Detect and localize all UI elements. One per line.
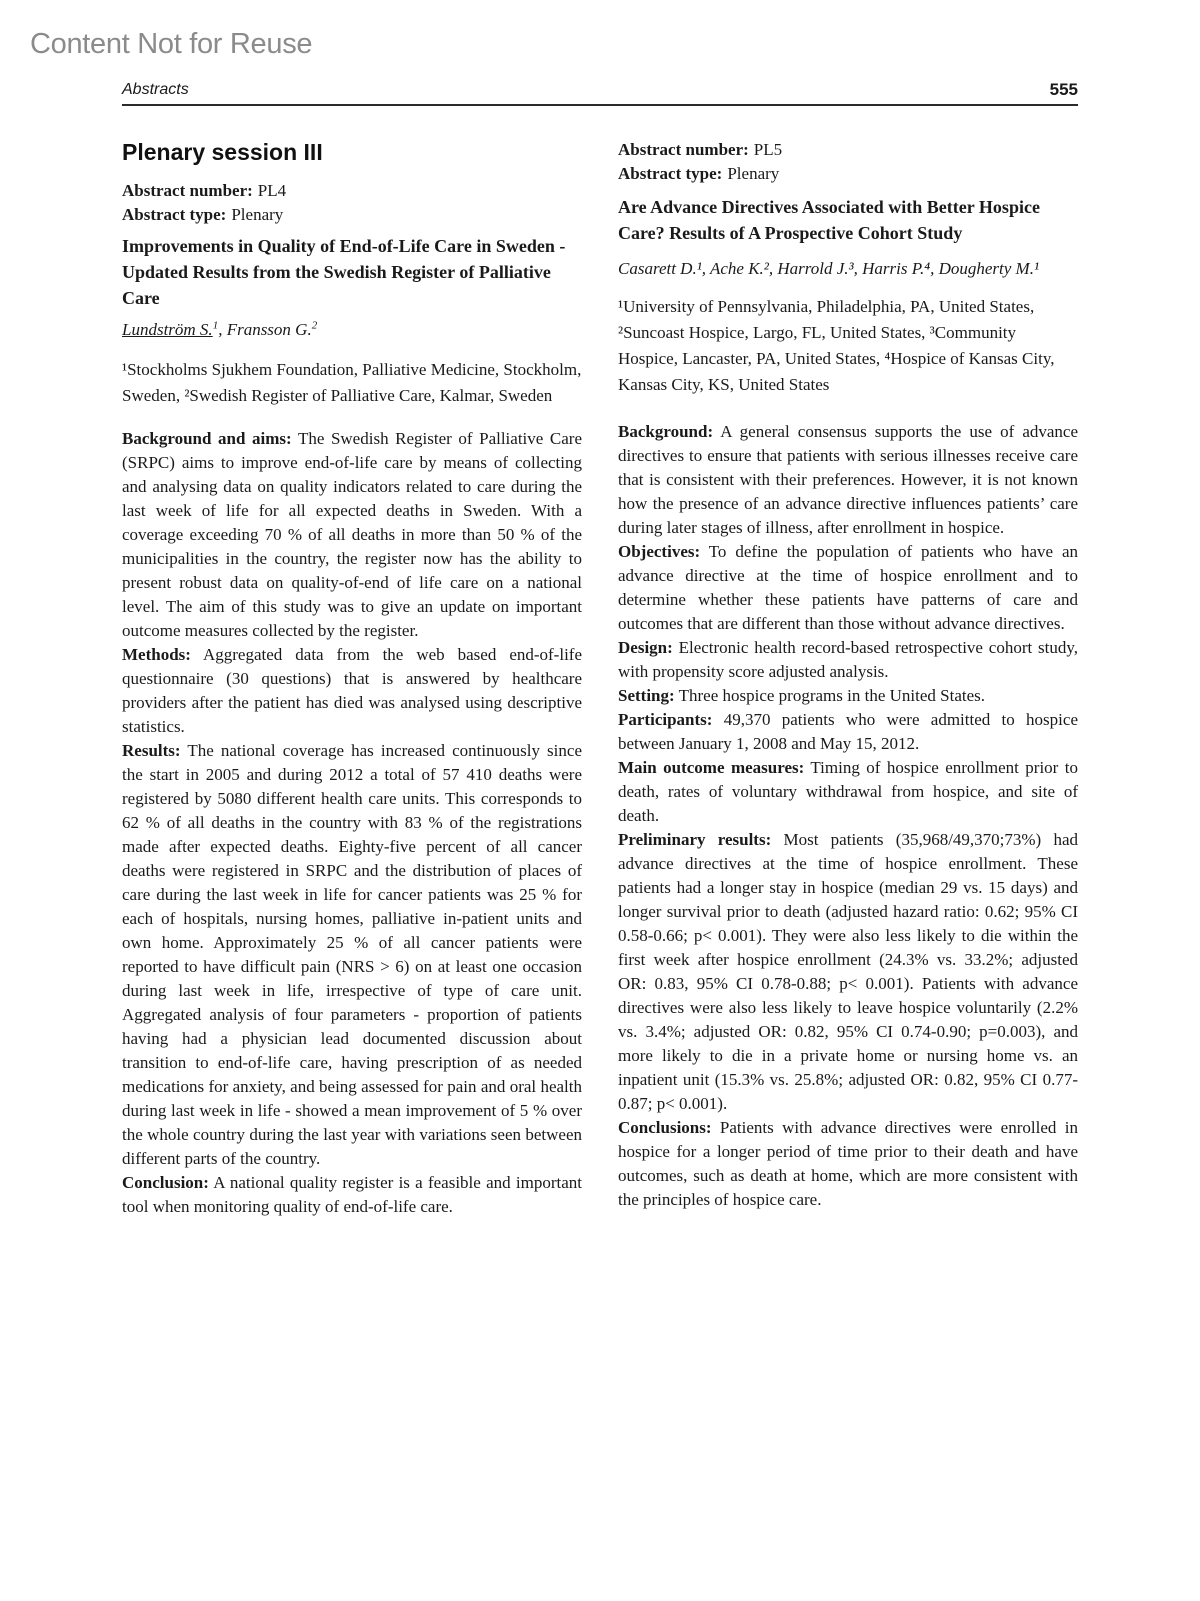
- section-label: Main outcome measures:: [618, 758, 805, 777]
- meta-value: Plenary: [231, 205, 284, 224]
- section-label: Setting:: [618, 686, 675, 705]
- section-label: Results:: [122, 741, 181, 760]
- meta-value: Plenary: [727, 164, 780, 183]
- abstract-type-line: [122, 203, 582, 227]
- section-label: Objectives:: [618, 542, 701, 561]
- section-label: Conclusion:: [122, 1173, 209, 1192]
- meta-label: Abstract number:: [618, 140, 749, 159]
- abstract-section: Methods: Aggregated data from the web based end-of-life questionnaire (30 questions) that is answered by healthcare providers after the patient has died was analysed using descriptive statistics.: [122, 645, 582, 736]
- session-title: Plenary session III: [122, 139, 323, 165]
- abstract-section: Background: A general consensus supports the use of advance directives to ensure that patients with serious illnesses receive care that is consistent with their preferences. However, it is not known how the presence of an advance directive influences patients’ care during later stages of illness, after enrollment in hospice.: [618, 422, 1078, 537]
- two-column-layout: [122, 138, 1078, 1219]
- section-label: Conclusions:: [618, 1118, 712, 1137]
- author-line: Casarett D.¹, Ache K.², Harrold J.³, Harris P.⁴, Dougherty M.¹: [618, 259, 1040, 278]
- abstract-section: Participants: 49,370 patients who were admitted to hospice between January 1, 2008 and May 15, 2012.: [618, 710, 1078, 753]
- section-label: Methods:: [122, 645, 191, 664]
- meta-label: Abstract number:: [122, 181, 253, 200]
- abstract-pl5: [618, 138, 1078, 1219]
- page-content: [122, 80, 1078, 1219]
- abstract-section: Background and aims: The Swedish Register of Palliative Care (SRPC) aims to improve end-of-life care by means of collecting and analysing data on quality indicators related to care during the last week of life for all expected deaths in Sweden. With a coverage exceeding 70 % of all deaths in more than 50 % of the municipalities in the country, the register now has the ability to present robust data on quality-of-end of life care on a national level. The aim of this study was to give an update on important outcome measures collected by the register.: [122, 429, 582, 640]
- author-affiliation-ref: 2: [311, 319, 318, 332]
- meta-label: Abstract type:: [122, 205, 227, 224]
- page-header: [122, 80, 1078, 106]
- coauthors: , Fransson G.: [218, 320, 312, 339]
- abstract-title: Improvements in Quality of End-of-Life Care in Sweden - Updated Results from the Swedish Register of Palliative Care: [122, 236, 566, 308]
- abstract-section: Design: Electronic health record-based retrospective cohort study, with propensity score adjusted analysis.: [618, 638, 1078, 681]
- section-label: Background:: [618, 422, 714, 441]
- abstract-section: Objectives: To define the population of patients who have an advance directive at the time of hospice enrollment and to determine whether these patients have patterns of care and outcomes that are different than those without advance directives.: [618, 542, 1078, 633]
- page-number: 555: [1049, 80, 1078, 99]
- presenting-author: Lundström S.: [122, 320, 213, 339]
- abstract-section: Preliminary results: Most patients (35,968/49,370;73%) had advance directives at the time of hospice enrollment. These patients had a longer stay in hospice (median 29 vs. 15 days) and longer survival prior to death (adjusted hazard ratio: 0.62; 95% CI 0.58-0.66; p< 0.001). They were also less likely to die within the first week after hospice enrollment (24.3% vs. 33.2%; adjusted OR: 0.83, 95% CI 0.78-0.88; p< 0.001). Patients with advance directives were also less likely to leave hospice voluntarily (2.2% vs. 3.4%; adjusted OR: 0.82, 95% CI 0.74-0.90; p=0.003), and more likely to die in a private home or nursing home vs. an inpatient unit (15.3% vs. 25.8%; adjusted OR: 0.82, 95% CI 0.77-0.87; p< 0.001).: [618, 830, 1078, 1113]
- affiliations: ¹University of Pennsylvania, Philadelphia, PA, United States, ²Suncoast Hospice, Largo, FL, United States, ³Community Hospice, Lancaster, PA, United States, ⁴Hospice of Kansas City, Kansas City, KS, United States: [618, 297, 1055, 394]
- section-label: Participants:: [618, 710, 713, 729]
- abstract-section: Conclusion: A national quality register is a feasible and important tool when monitoring quality of end-of-life care.: [122, 1173, 582, 1216]
- abstract-section: Conclusions: Patients with advance directives were enrolled in hospice for a longer period of time prior to their death and have outcomes, such as death at home, which are more consistent with the principles of hospice care.: [618, 1118, 1078, 1209]
- meta-value: PL4: [257, 181, 287, 200]
- section-label: Background and aims:: [122, 429, 292, 448]
- abstract-meta: [618, 138, 1078, 186]
- abstract-body: [618, 420, 1078, 1212]
- abstract-section: Setting: Three hospice programs in the United States.: [618, 686, 986, 705]
- abstract-number-line: [122, 179, 582, 203]
- abstract-type-line: [618, 162, 1078, 186]
- section-label: Preliminary results:: [618, 830, 772, 849]
- affiliations: ¹Stockholms Sjukhem Foundation, Palliative Medicine, Stockholm, Sweden, ²Swedish Register of Palliative Care, Kalmar, Sweden: [122, 360, 582, 405]
- abstract-section: Main outcome measures: Timing of hospice enrollment prior to death, rates of voluntary withdrawal from hospice, and site of death.: [618, 758, 1078, 825]
- author-line: [122, 317, 582, 343]
- meta-value: PL5: [753, 140, 783, 159]
- meta-label: Abstract type:: [618, 164, 723, 183]
- watermark-text: Content Not for Reuse: [30, 28, 313, 60]
- section-label: Design:: [618, 638, 673, 657]
- abstract-title: Are Advance Directives Associated with Better Hospice Care? Results of A Prospective Cohort Study: [618, 197, 1040, 243]
- abstract-number-line: [618, 138, 1078, 162]
- abstract-meta: [122, 179, 582, 227]
- abstract-pl4: [122, 138, 582, 1219]
- abstract-section: Results: The national coverage has increased continuously since the start in 2005 and during 2012 a total of 57 410 deaths were registered by 5080 different health care units. This corresponds to 62 % of all deaths in the country with 83 % of the registrations made after expected deaths. Eighty-five percent of all cancer deaths were registered in SRPC and the distribution of places of care during the last week in life for cancer patients was 25 % for each of hospitals, nursing homes, palliative in-patient units and own home. Approximately 25 % of all cancer patients were reported to have difficult pain (NRS > 6) on at least one occasion during last week in life, irrespective of type of care unit. Aggregated analysis of four parameters - proportion of patients having had a physician lead documented discussion about transition to end-of-life care, having prescription of as needed medications for anxiety, and being assessed for pain and oral health during last week in life - showed a mean improvement of 5 % over the whole country during the last year with variations seen between different parts of the country.: [122, 741, 582, 1168]
- author-affiliation-ref: 1: [212, 319, 219, 332]
- abstract-body: [122, 427, 582, 1219]
- running-head: Abstracts: [122, 81, 189, 98]
